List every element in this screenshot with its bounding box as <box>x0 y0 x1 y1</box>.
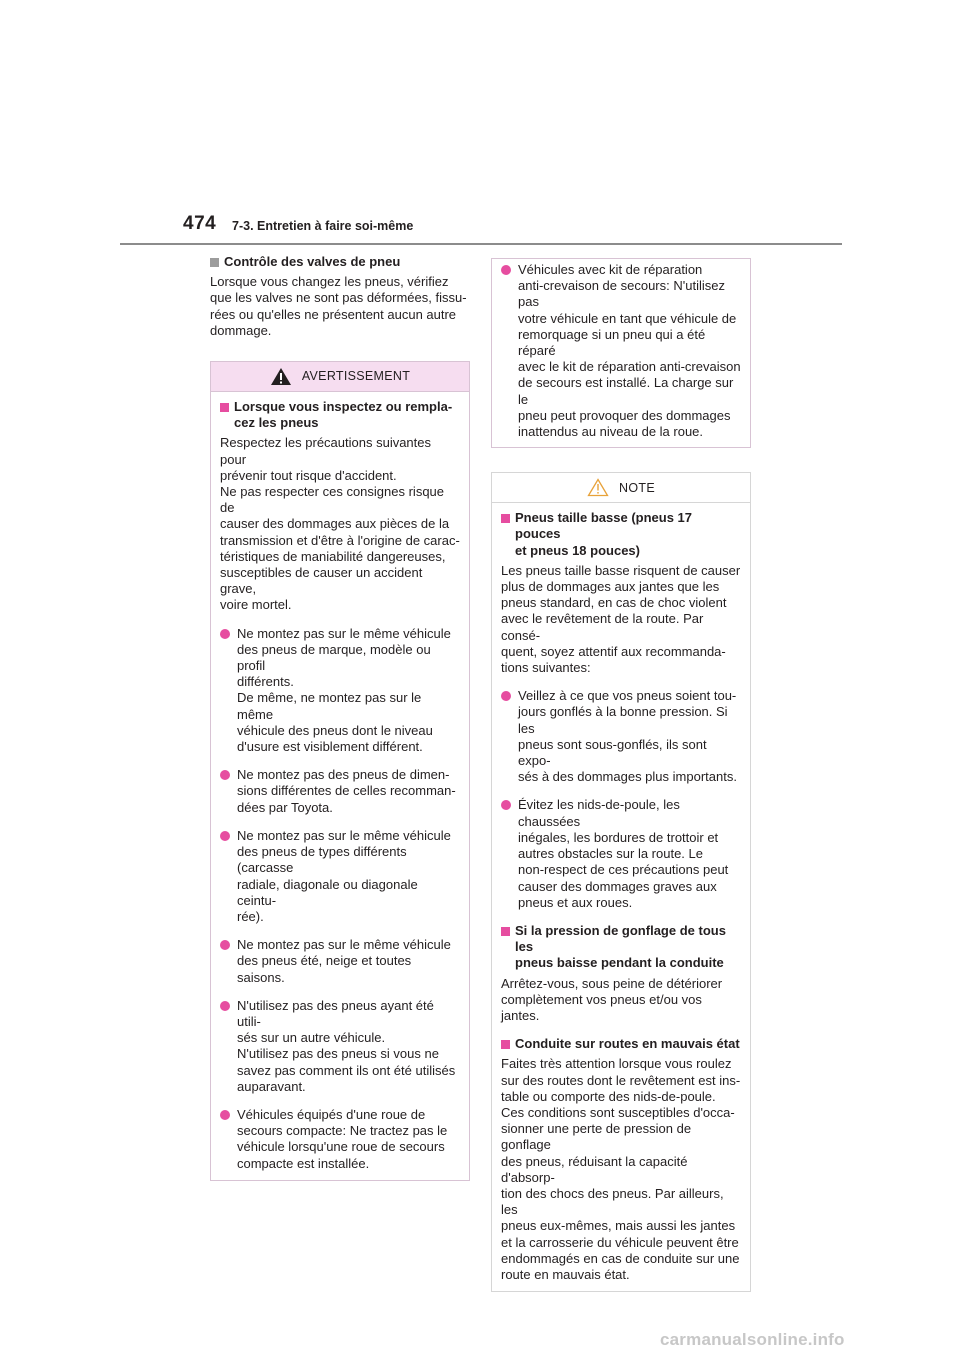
warning-header <box>211 362 469 392</box>
list-item: Véhicules équipés d'une roue de secours compacte: Ne tractez pas le véhicule lorsqu'une roue de secours compacte est installée. <box>220 1107 460 1172</box>
round-bullet-icon <box>220 629 230 639</box>
right-column <box>491 258 751 1292</box>
list-item: Ne montez pas des pneus de dimen- sions différentes de celles recomman- dées par Toyota. <box>220 767 460 816</box>
note-heading-bad-roads: Conduite sur routes en mauvais état <box>501 1036 741 1052</box>
section-text: Lorsque vous changez les pneus, vérifiez que les valves ne sont pas déformées, fissu- rées ou qu'elles ne présentent aucun autre dommage. <box>210 274 467 338</box>
page-number: 474 <box>183 213 217 234</box>
note-text: Faites très attention lorsque vous roulez sur des routes dont le revêtement est ins- table ou comporte des nids-de-poule. Ces conditions sont susceptibles d'occa- sionner une perte de pression de gonflage des pneus, réduisant la capacité d'absorp- tion des chocs des pneus. Par ailleurs, les pneus eux-mêmes, mais aussi les jantes et la carrosserie du véhicule peuvent être endommagés en cas de conduite sur une route en mauvais état. <box>501 1056 741 1282</box>
running-title: 7-3. Entretien à faire soi-même <box>232 219 414 233</box>
note-box <box>491 472 751 1292</box>
round-bullet-icon <box>501 265 511 275</box>
list-item: Ne montez pas sur le même véhicule des pneus été, neige et toutes saisons. <box>220 937 460 986</box>
note-heading-low-profile: Pneus taille basse (pneus 17 pouces et pneus 18 pouces) <box>501 510 741 559</box>
round-bullet-icon <box>501 691 511 701</box>
list-item: Évitez les nids-de-poule, les chaussées inégales, les bordures de trottoir et autres obstacles sur la route. Le non-respect de ces précautions peut causer des dommages graves aux pneus et aux roues. <box>501 797 741 910</box>
warning-box-continued <box>491 258 751 448</box>
section-heading: Contrôle des valves de pneu <box>210 254 470 270</box>
left-column <box>210 254 470 1181</box>
watermark: carmanualsonline.info <box>660 1330 845 1349</box>
round-bullet-icon <box>220 831 230 841</box>
warning-title: AVERTISSEMENT <box>301 369 411 384</box>
list-item: Ne montez pas sur le même véhicule des pneus de marque, modèle ou profil différents. De même, ne montez pas sur le même véhicule des pneus dont le niveau d'usure est visiblement différent. <box>220 626 460 756</box>
list-item: N'utilisez pas des pneus ayant été utili- sés sur un autre véhicule. N'utilisez pas des pneus si vous ne savez pas comment ils ont été utilisés auparavant. <box>220 998 460 1095</box>
list-item: Ne montez pas sur le même véhicule des pneus de types différents (carcasse radiale, diagonale ou diagonale ceintu- rée). <box>220 828 460 925</box>
square-marker-icon <box>501 927 510 936</box>
round-bullet-icon <box>501 800 511 810</box>
round-bullet-icon <box>220 1001 230 1011</box>
warning-subheading: Lorsque vous inspectez ou rempla- cez les pneus <box>220 399 460 431</box>
note-title: NOTE <box>619 480 655 495</box>
round-bullet-icon <box>220 1110 230 1120</box>
caution-triangle-outline-icon <box>587 478 609 497</box>
square-marker-icon <box>501 514 510 523</box>
round-bullet-icon <box>220 770 230 780</box>
list-item: Véhicules avec kit de réparation anti-crevaison de secours: N'utilisez pas votre véhicule en tant que véhicule de remorquage si un pneu qui a été réparé avec le kit de réparation anti-crevaison de secours est installé. La charge sur le pneu peut provoquer des dommages inattendus au niveau de la roue. <box>501 262 741 440</box>
note-heading-pressure: Si la pression de gonflage de tous les pneus baisse pendant la conduite <box>501 923 741 972</box>
note-header <box>492 473 750 503</box>
list-item: Veillez à ce que vos pneus soient tou- jours gonflés à la bonne pression. Si les pneus sont sous-gonflés, ils sont expo- sés à des dommages plus importants. <box>501 688 741 785</box>
warning-box <box>210 361 470 1181</box>
note-text: Arrêtez-vous, sous peine de détériorer complètement vos pneus et/ou vos jantes. <box>501 975 723 1023</box>
square-marker-icon <box>501 1040 510 1049</box>
square-marker-icon <box>210 258 219 267</box>
square-marker-icon <box>220 403 229 412</box>
header-rule <box>120 243 842 245</box>
warning-intro: Respectez les précautions suivantes pour prévenir tout risque d'accident. Ne pas respecter ces consignes risque de causer des dommages aux pièces de la transmission et d'être à l'origine de carac- téristiques de maniabilité dangereuses, susceptibles de causer un accident grave, voire mortel. <box>220 435 460 613</box>
round-bullet-icon <box>220 940 230 950</box>
warning-triangle-icon <box>270 367 292 386</box>
note-text: Les pneus taille basse risquent de causer plus de dommages aux jantes que les pneus standard, en cas de choc violent avec le revêtement de la route. Par consé- quent, soyez attentif aux recommanda- tions suivantes: <box>501 562 741 676</box>
